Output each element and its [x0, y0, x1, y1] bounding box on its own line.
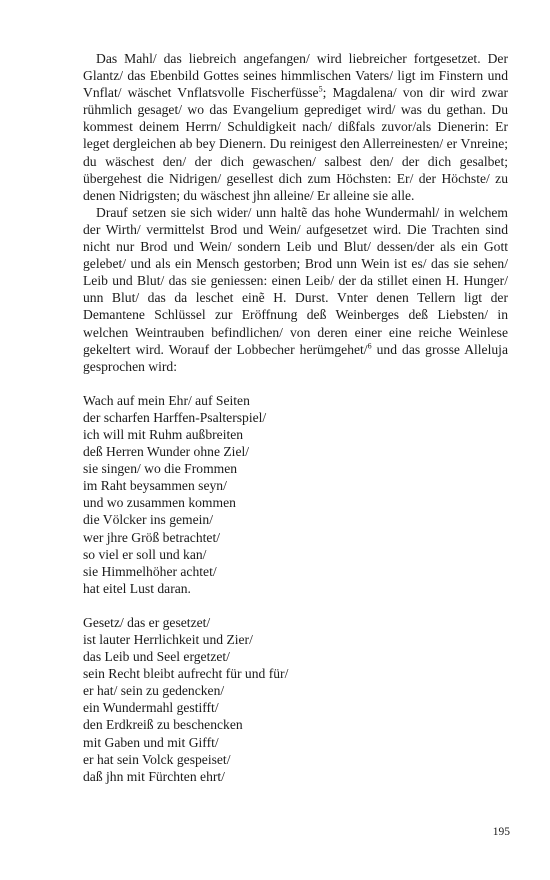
verse-line: den Erdkreiß zu beschencken — [83, 717, 243, 733]
verse-line: wer jhre Größ betrachtet/ — [83, 529, 221, 545]
verse-line: sein Recht bleibt aufrecht für und für/ — [83, 666, 289, 682]
verse-line: er hat/ sein zu gedencken/ — [83, 683, 225, 699]
footnote-marker: 6 — [367, 341, 372, 351]
verse-line: und wo zusammen kommen — [83, 495, 236, 511]
stanza-gap — [83, 375, 508, 392]
verse-line: so viel er soll und kan/ — [83, 546, 207, 562]
verse-line: im Raht beysammen seyn/ — [83, 478, 227, 494]
paragraph-text: Drauf setzen sie sich wider/ unn haltẽ das hohe Wundermahl/ in welchem der Wirth/ vermittelst Brod und Wein/ aufgesetzet wird. Die Trachten sind nicht nur Brod und Wein/ sondern Leib und Blut/ dessen/der als ein Gott gelebet/ und als ein Mensch gestorben; Brod unn Wein ist es/ das sie sehen/ Leib und Blut/ das sie geniessen: einen Leib/ der da stillet einen H. Hunger/ unn Blut/ das da leschet einẽ H. Durst. Vnter denen Tellern ligt der Demantene Schlüssel zur Eröffnung deß Weinberges deß Liebsten/ in welchen Weintrauben befindlichen/ von deren einer eine reiche Weinlese gekeltert wird. Worauf der Lobbecher herümgehet/ — [83, 204, 508, 357]
verse-line: daß jhn mit Fürchten ehrt/ — [83, 768, 225, 784]
verse-line: das Leib und Seel ergetzet/ — [83, 649, 230, 665]
verse-line: Gesetz/ das er gesetzet/ — [83, 614, 211, 630]
verse-line: mit Gaben und mit Gifft/ — [83, 734, 219, 750]
prose-paragraph-2 — [83, 204, 508, 375]
paragraph-text: ; Magdalena/ von dir wird zwar rühmlich gesaget/ wo das Evangelium geprediget wird/ was du gethan. Du kommest deinem Herrn/ Schuldigkeit nach/ dißfals zuvor/als Dienerin: Er leget dergleichen ab bey Dienern. Du reinigest den Allerreinesten/ er Vnreine; du wäschest den/ der dich gewaschen/ salbest den/ der dich gesalbet; übergehest die Nidrigen/ gesellest dich zum Höchsten: Er/ der Höchste/ zu denen Nidrigsten; du wäschest jhn alleine/ Er alleine sie alle. — [83, 85, 508, 203]
page-number: 195 — [492, 826, 510, 838]
paragraph-text: Das Mahl/ das liebreich angefangen/ wird liebreicher fortgesetzet. Der Glantz/ das Ebenbild Gottes seines himmlischen Vaters/ ligt im Finstern und Vnflat/ wäschet Vnflatsvolle Fischerfüsse — [83, 51, 508, 101]
verse-line: ist lauter Herrlichkeit und Zier/ — [83, 632, 253, 647]
verse-line: hat eitel Lust daran. — [83, 580, 191, 596]
text-block — [83, 50, 508, 785]
paragraph-text: und das grosse Alleluja gesprochen wird: — [83, 341, 508, 374]
verse-line: Wach auf mein Ehr/ auf Seiten — [83, 392, 250, 408]
stanza-gap — [83, 597, 508, 614]
verse-line: sie singen/ wo die Frommen — [83, 461, 238, 477]
verse-stanza-1 — [83, 392, 508, 597]
verse-line: er hat sein Volck gespeiset/ — [83, 751, 231, 767]
verse-stanza-2 — [83, 614, 508, 785]
verse-line: sie Himmelhöher achtet/ — [83, 563, 217, 579]
verse-line: ein Wundermahl gestifft/ — [83, 700, 219, 716]
verse-line: deß Herren Wunder ohne Ziel/ — [83, 444, 250, 460]
footnote-marker: 5 — [318, 84, 323, 94]
verse-line: der scharfen Harffen-Psalterspiel/ — [83, 409, 267, 425]
verse-line: die Völcker ins gemein/ — [83, 512, 213, 528]
verse-line: ich will mit Ruhm außbreiten — [83, 426, 244, 442]
prose-paragraph-1 — [83, 50, 508, 204]
